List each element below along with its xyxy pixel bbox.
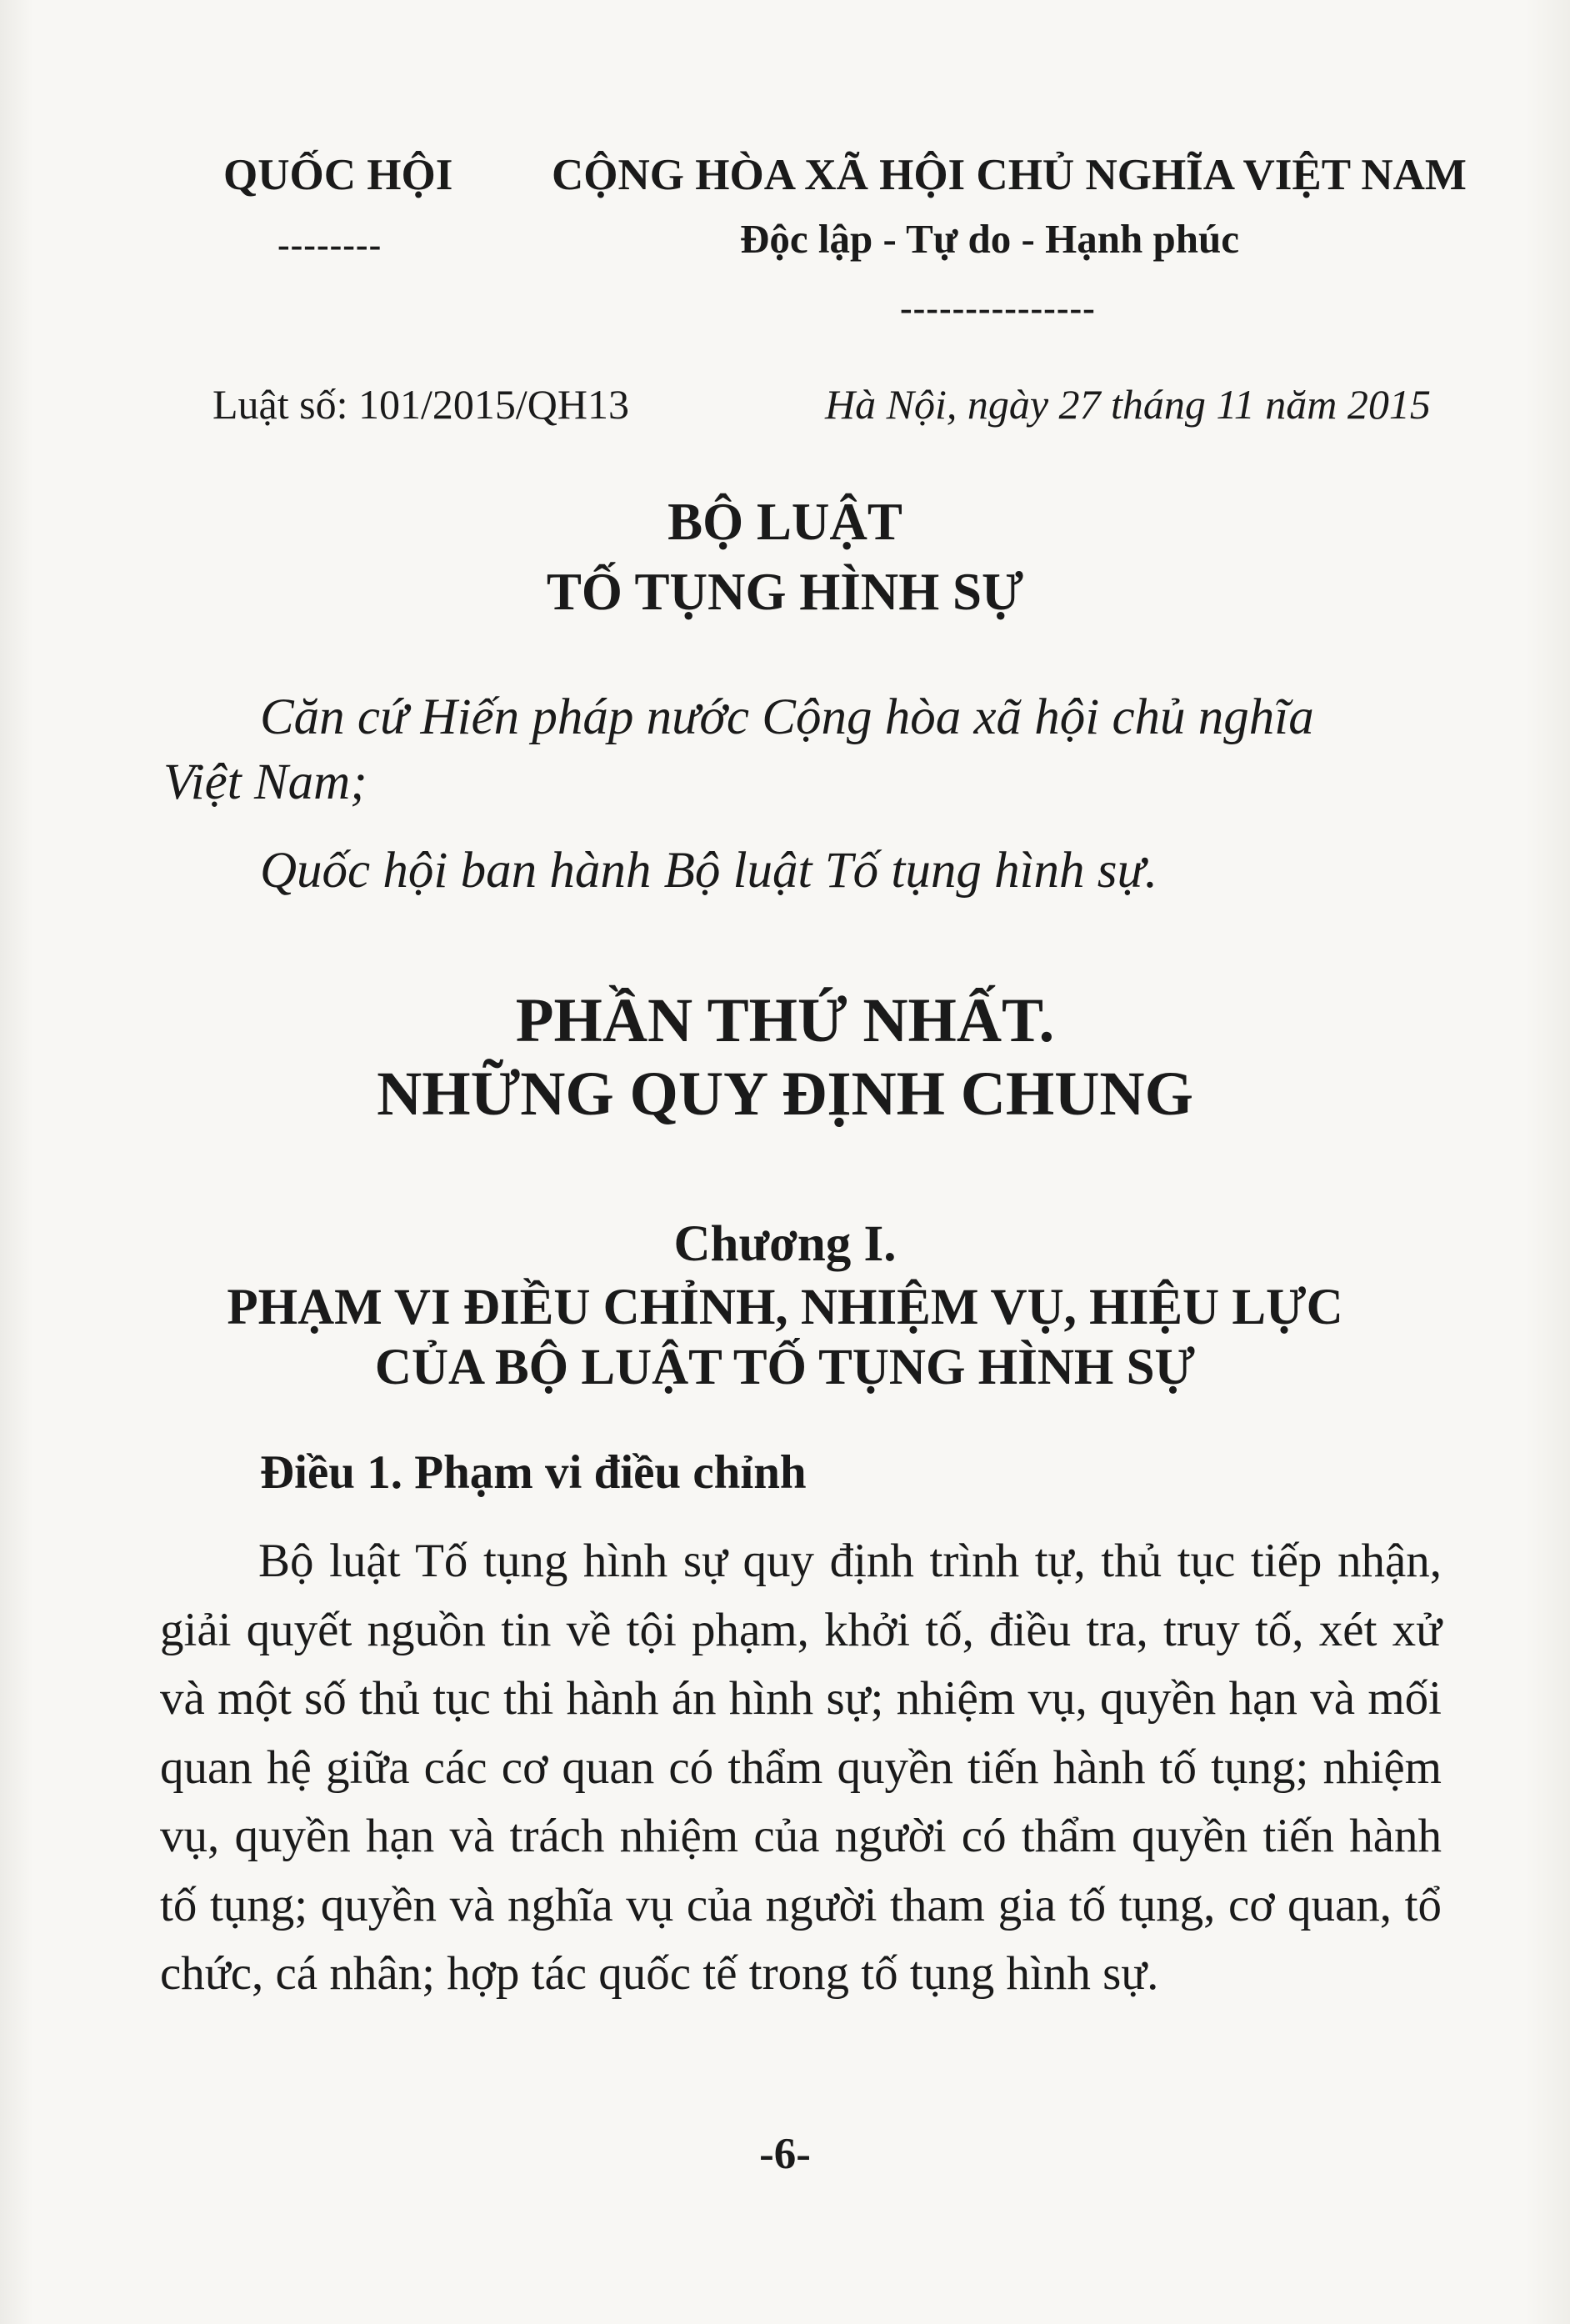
- part-heading-line1: PHẦN THỨ NHẤT.: [515, 986, 1055, 1055]
- chapter-title-line2: CỦA BỘ LUẬT TỐ TỤNG HÌNH SỰ: [374, 1340, 1196, 1395]
- motto-divider: ---------------: [900, 288, 1096, 328]
- article-heading: Điều 1. Phạm vi điều chỉnh: [260, 1446, 807, 1499]
- law-number: Luật số: 101/2015/QH13: [212, 381, 629, 428]
- part-heading-line2: NHỮNG QUY ĐỊNH CHUNG: [377, 1059, 1193, 1129]
- national-motto: Độc lập - Tự do - Hạnh phúc: [740, 216, 1239, 262]
- issuing-body: QUỐC HỘI: [223, 151, 453, 199]
- place-and-date: Hà Nội, ngày 27 tháng 11 năm 2015: [825, 381, 1431, 428]
- chapter-number: Chương I.: [673, 1216, 897, 1272]
- article-body: Bộ luật Tố tụng hình sự quy định trình tự, thủ tục tiếp nhận, giải quyết nguồn tin về tội phạm, khởi tố, điều tra, truy tố, xét xử và một số thủ tục thi hành án hình sự; nhiệm vụ, quyền hạn và mối quan hệ giữa các cơ quan có thẩm quyền tiến hành tố tụng; nhiệm vụ, quyền hạn và trách nhiệm của người có thẩm quyền tiến hành tố tụng; quyền và nghĩa vụ của người tham gia tố tụng, cơ quan, tổ chức, cá nhân; hợp tác quốc tế trong tố tụng hình sự.: [160, 1535, 1442, 2000]
- document-title-line1: BỘ LUẬT: [668, 493, 902, 551]
- preamble-promulgation: Quốc hội ban hành Bộ luật Tố tụng hình sự.: [260, 843, 1158, 899]
- chapter-title-line1: PHẠM VI ĐIỀU CHỈNH, NHIỆM VỤ, HIỆU LỰC: [227, 1280, 1343, 1335]
- issuing-body-divider: --------: [278, 224, 382, 265]
- preamble-basis-line2: Việt Nam;: [163, 754, 368, 810]
- page-number: -6-: [759, 2130, 811, 2178]
- document-title-line2: TỐ TỤNG HÌNH SỰ: [546, 563, 1024, 621]
- country-name: CỘNG HÒA XÃ HỘI CHỦ NGHĨA VIỆT NAM: [552, 151, 1467, 199]
- preamble-basis-line1: Căn cứ Hiến pháp nước Cộng hòa xã hội chủ nghĩa: [260, 689, 1314, 745]
